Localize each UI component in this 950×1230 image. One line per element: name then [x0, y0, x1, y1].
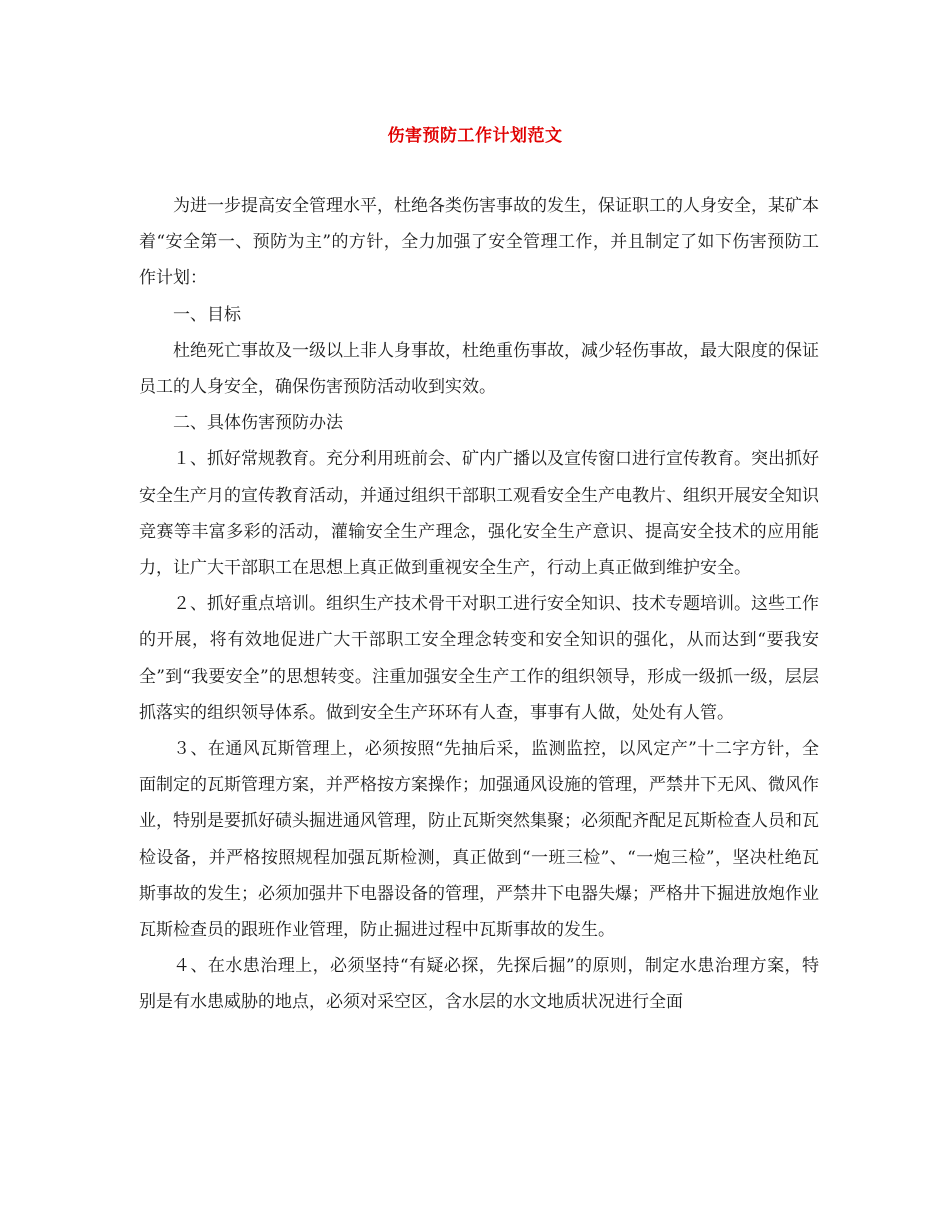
- paragraph-method-4: ４、在水患治理上，必须坚持“有疑必探，先探后掘”的原则，制定水患治理方案，特别是有水患威胁的地点，必须对采空区，含水层的水文地质状况进行全面: [139, 956, 819, 1013]
- heading-goals: 一、目标: [173, 304, 241, 325]
- paragraph-method-1: １、抓好常规教育。充分利用班前会、矿内广播以及宣传窗口进行宣传教育。突出抓好安全生产月的宣传教育活动，并通过组织干部职工观看安全生产电教片、组织开展安全知识竞赛等丰富多彩的活动，灌输安全生产理念，强化安全生产意识、提高安全技术的应用能力，让广大干部职工在思想上真正做到重视安全生产，行动上真正做到维护安全。: [139, 449, 819, 579]
- paragraph-method-3: ３、在通风瓦斯管理上，必须按照“先抽后采，监测监控，以风定产”十二字方针，全面制定的瓦斯管理方案，并严格按方案操作；加强通风设施的管理，严禁井下无风、微风作业，特别是要抓好碛头掘进通风管理，防止瓦斯突然集聚；必须配齐配足瓦斯检查人员和瓦检设备，并严格按照规程加强瓦斯检测，真正做到“一班三检”、“一炮三检”，坚决杜绝瓦斯事故的发生；必须加强井下电器设备的管理，严禁井下电器失爆；严格井下掘进放炮作业瓦斯检查员的跟班作业管理，防止掘进过程中瓦斯事故的发生。: [139, 739, 819, 941]
- document-title: 伤害预防工作计划范文: [387, 126, 563, 146]
- paragraph-goals: 杜绝死亡事故及一级以上非人身事故，杜绝重伤事故，减少轻伤事故，最大限度的保证员工的人身安全，确保伤害预防活动收到实效。: [139, 340, 819, 398]
- paragraph-intro: 为进一步提高安全管理水平，杜绝各类伤害事故的发生，保证职工的人身安全，某矿本着“安全第一、预防为主”的方针，全力加强了安全管理工作，并且制定了如下伤害预防工作计划：: [139, 196, 819, 289]
- document-body: [139, 188, 819, 1021]
- heading-methods: 二、具体伤害预防办法: [173, 413, 343, 434]
- paragraph-method-2: ２、抓好重点培训。组织生产技术骨干对职工进行安全知识、技术专题培训。这些工作的开展，将有效地促进广大干部职工安全理念转变和安全知识的强化，从而达到“要我安全”到“我要安全”的思想转变。注重加强安全生产工作的组织领导，形成一级抓一级，层层抓落实的组织领导体系。做到安全生产环环有人查，事事有人做，处处有人管。: [139, 594, 819, 723]
